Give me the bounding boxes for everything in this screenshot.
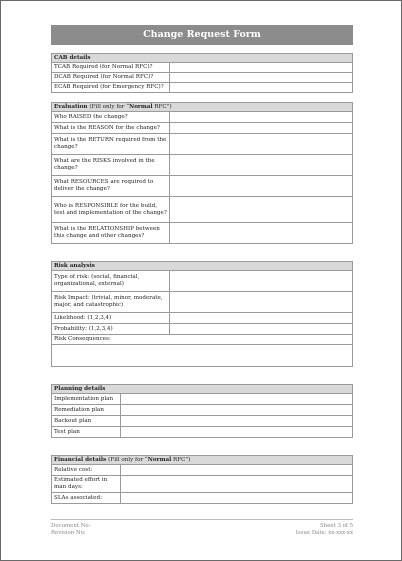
evaluation-row-label: What are the RISKS involved in the change?	[52, 155, 170, 176]
planning-row-value[interactable]	[121, 394, 353, 405]
planning-row-value[interactable]	[121, 405, 353, 416]
risk-analysis-table	[51, 261, 353, 367]
planning-row-label: Remediation plan	[52, 405, 121, 416]
risk-row-value[interactable]	[170, 313, 353, 324]
planning-row-label: Backout plan	[52, 416, 121, 427]
financial-note: (Fill only for “Normal RFC”)	[108, 456, 191, 463]
evaluation-row-value[interactable]	[170, 123, 353, 134]
form-title: Change Request Form	[51, 25, 353, 45]
risk-row-label: Probability: (1,2,3,4)	[52, 324, 170, 335]
evaluation-row-value[interactable]	[170, 112, 353, 123]
planning-row-value[interactable]	[121, 427, 353, 438]
financial-row-value[interactable]	[121, 465, 353, 476]
financial-row-label: Relative cost:	[52, 465, 121, 476]
risk-consequences-field[interactable]	[52, 345, 353, 367]
financial-row-label: Estimated effort in man days:	[52, 476, 121, 493]
financial-row-label: SLAs associated:	[52, 493, 121, 504]
evaluation-row-label: What is the REASON for the change?	[52, 123, 170, 134]
evaluation-row-value[interactable]	[170, 176, 353, 197]
evaluation-table	[51, 102, 353, 244]
footer-left	[51, 523, 91, 537]
evaluation-row-value[interactable]	[170, 223, 353, 244]
evaluation-row-value[interactable]	[170, 197, 353, 223]
footer-right	[296, 523, 353, 537]
cab-row-label: ECAB Required (for Emergency RFC)?	[52, 83, 170, 93]
planning-row-label: Implementation plan	[52, 394, 121, 405]
risk-row-label: Risk Impact: (trivial, minor, moderate, major, and catastrophic)	[52, 292, 170, 313]
evaluation-row-label: Who RAISED the change?	[52, 112, 170, 123]
evaluation-row-label: Who is RESPONSIBLE for the build, test and implementation of the change?	[52, 197, 170, 223]
evaluation-note: (Fill only for “Normal RFC”)	[89, 103, 172, 110]
revision-number: Revision No:	[51, 530, 86, 536]
planning-row-label: Test plan	[52, 427, 121, 438]
page-footer	[51, 519, 353, 537]
cab-row-value[interactable]	[170, 83, 353, 93]
financial-row-value[interactable]	[121, 476, 353, 493]
risk-consequences-label: Risk Consequences:	[52, 335, 353, 345]
risk-row-label: Likelihood: (1,2,3,4)	[52, 313, 170, 324]
planning-table	[51, 384, 353, 438]
evaluation-row-value[interactable]	[170, 134, 353, 155]
financial-heading	[52, 456, 353, 465]
evaluation-heading-title: Evaluation	[54, 103, 88, 110]
cab-row-value[interactable]	[170, 73, 353, 83]
planning-heading: Planning details	[52, 385, 353, 394]
financial-heading-title: Financial details	[54, 456, 107, 463]
financial-table	[51, 455, 353, 504]
sheet-number: Sheet 3 of 5	[320, 523, 353, 529]
risk-row-value[interactable]	[170, 324, 353, 335]
cab-row-label: DCAB Required (for Normal RFC)?	[52, 73, 170, 83]
risk-row-label: Type of risk: (social, financial, organizational, external)	[52, 271, 170, 292]
cab-row-label: TCAB Required (for Normal RFC)?	[52, 63, 170, 73]
cab-details-table	[51, 53, 353, 93]
document-number: Document No:	[51, 523, 91, 529]
cab-heading: CAB details	[52, 54, 353, 63]
risk-row-value[interactable]	[170, 271, 353, 292]
cab-row-value[interactable]	[170, 63, 353, 73]
planning-row-value[interactable]	[121, 416, 353, 427]
risk-heading: Risk analysis	[52, 262, 353, 271]
evaluation-row-label: What is the RETURN required from the change?	[52, 134, 170, 155]
financial-row-value[interactable]	[121, 493, 353, 504]
risk-row-value[interactable]	[170, 292, 353, 313]
evaluation-row-label: What RESOURCES are required to deliver the change?	[52, 176, 170, 197]
issue-date: Issue Date: xx-xxx-xx	[295, 530, 353, 536]
evaluation-row-label: What is the RELATIONSHIP between this change and other changes?	[52, 223, 170, 244]
evaluation-heading	[52, 103, 353, 112]
evaluation-row-value[interactable]	[170, 155, 353, 176]
